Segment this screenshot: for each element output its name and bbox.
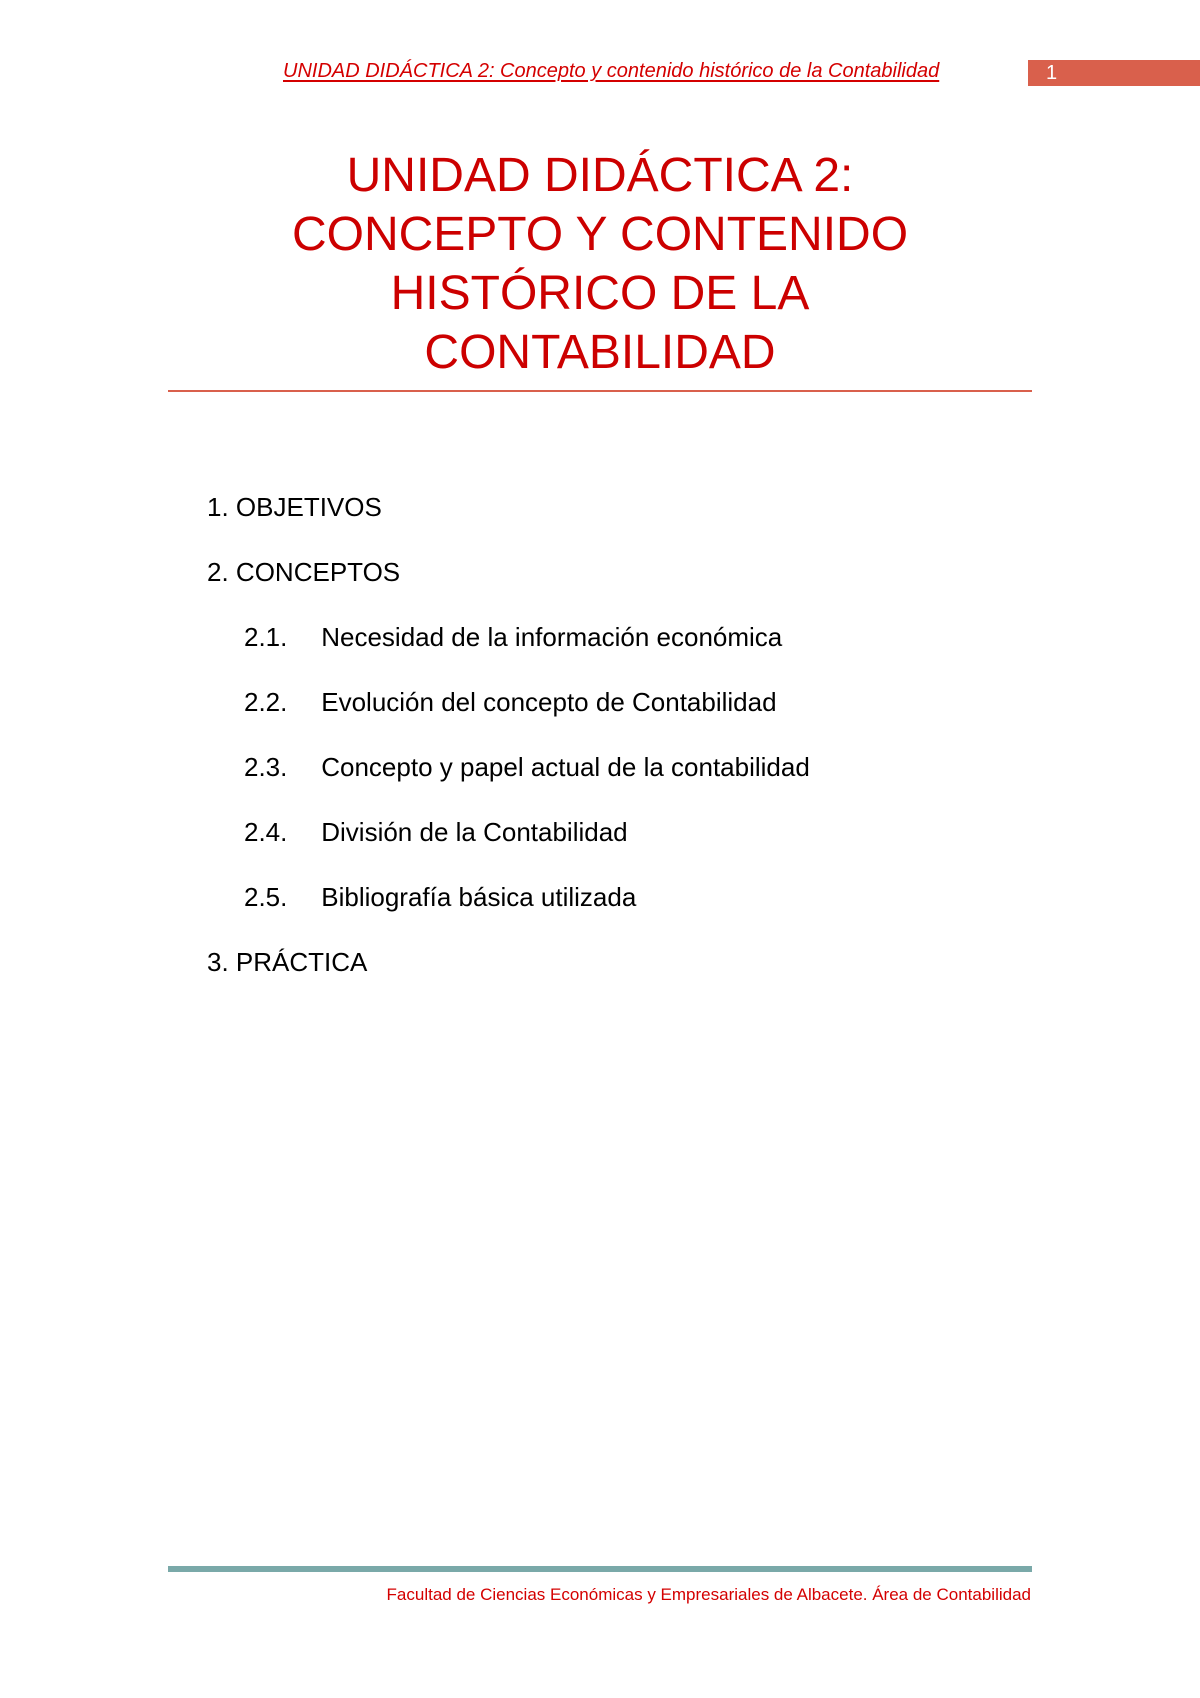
toc-item-number: 1.	[207, 492, 229, 522]
toc-item-number: 2.2.	[244, 687, 288, 717]
toc-item-label: Necesidad de la información económica	[321, 622, 783, 652]
toc-item-number: 3.	[207, 947, 229, 977]
toc-item-number: 2.1.	[244, 622, 288, 652]
footer-divider	[168, 1566, 1032, 1572]
running-header: UNIDAD DIDÁCTICA 2: Concepto y contenido histórico de la Contabilidad	[283, 60, 940, 82]
title-divider	[168, 390, 1032, 392]
toc-item-label: CONCEPTOS	[235, 557, 401, 587]
page-title	[168, 146, 1032, 382]
footer-text: Facultad de Ciencias Económicas y Empresariales de Albacete. Área de Contabilidad	[386, 1585, 1031, 1604]
toc-subitem-2-2	[244, 686, 777, 718]
toc-item-label: Evolución del concepto de Contabilidad	[321, 687, 777, 717]
title-line: CONTABILIDAD	[424, 326, 776, 379]
toc-item-label: PRÁCTICA	[235, 947, 368, 977]
toc-subitem-2-5	[244, 881, 636, 913]
toc-item-label: División de la Contabilidad	[321, 817, 628, 847]
title-line: CONCEPTO Y CONTENIDO	[291, 208, 909, 261]
toc-item-number: 2.4.	[244, 817, 288, 847]
toc-item-number: 2.	[207, 557, 229, 587]
toc-subitem-2-4	[244, 816, 628, 848]
toc-item-number: 2.3.	[244, 752, 288, 782]
page-number: 1	[1046, 62, 1058, 84]
toc-item-label: Concepto y papel actual de la contabilidad	[321, 752, 810, 782]
title-line: UNIDAD DIDÁCTICA 2:	[346, 149, 854, 202]
toc-item-conceptos	[207, 556, 400, 588]
toc-item-label: Bibliografía básica utilizada	[321, 882, 637, 912]
toc-item-label: OBJETIVOS	[235, 492, 382, 522]
toc-item-objetivos	[207, 491, 382, 523]
page-number-badge	[1028, 60, 1200, 86]
toc-item-number: 2.5.	[244, 882, 288, 912]
toc-item-practica	[207, 946, 367, 978]
toc-subitem-2-3	[244, 751, 810, 783]
title-line: HISTÓRICO DE LA	[390, 267, 810, 320]
toc-subitem-2-1	[244, 621, 782, 653]
